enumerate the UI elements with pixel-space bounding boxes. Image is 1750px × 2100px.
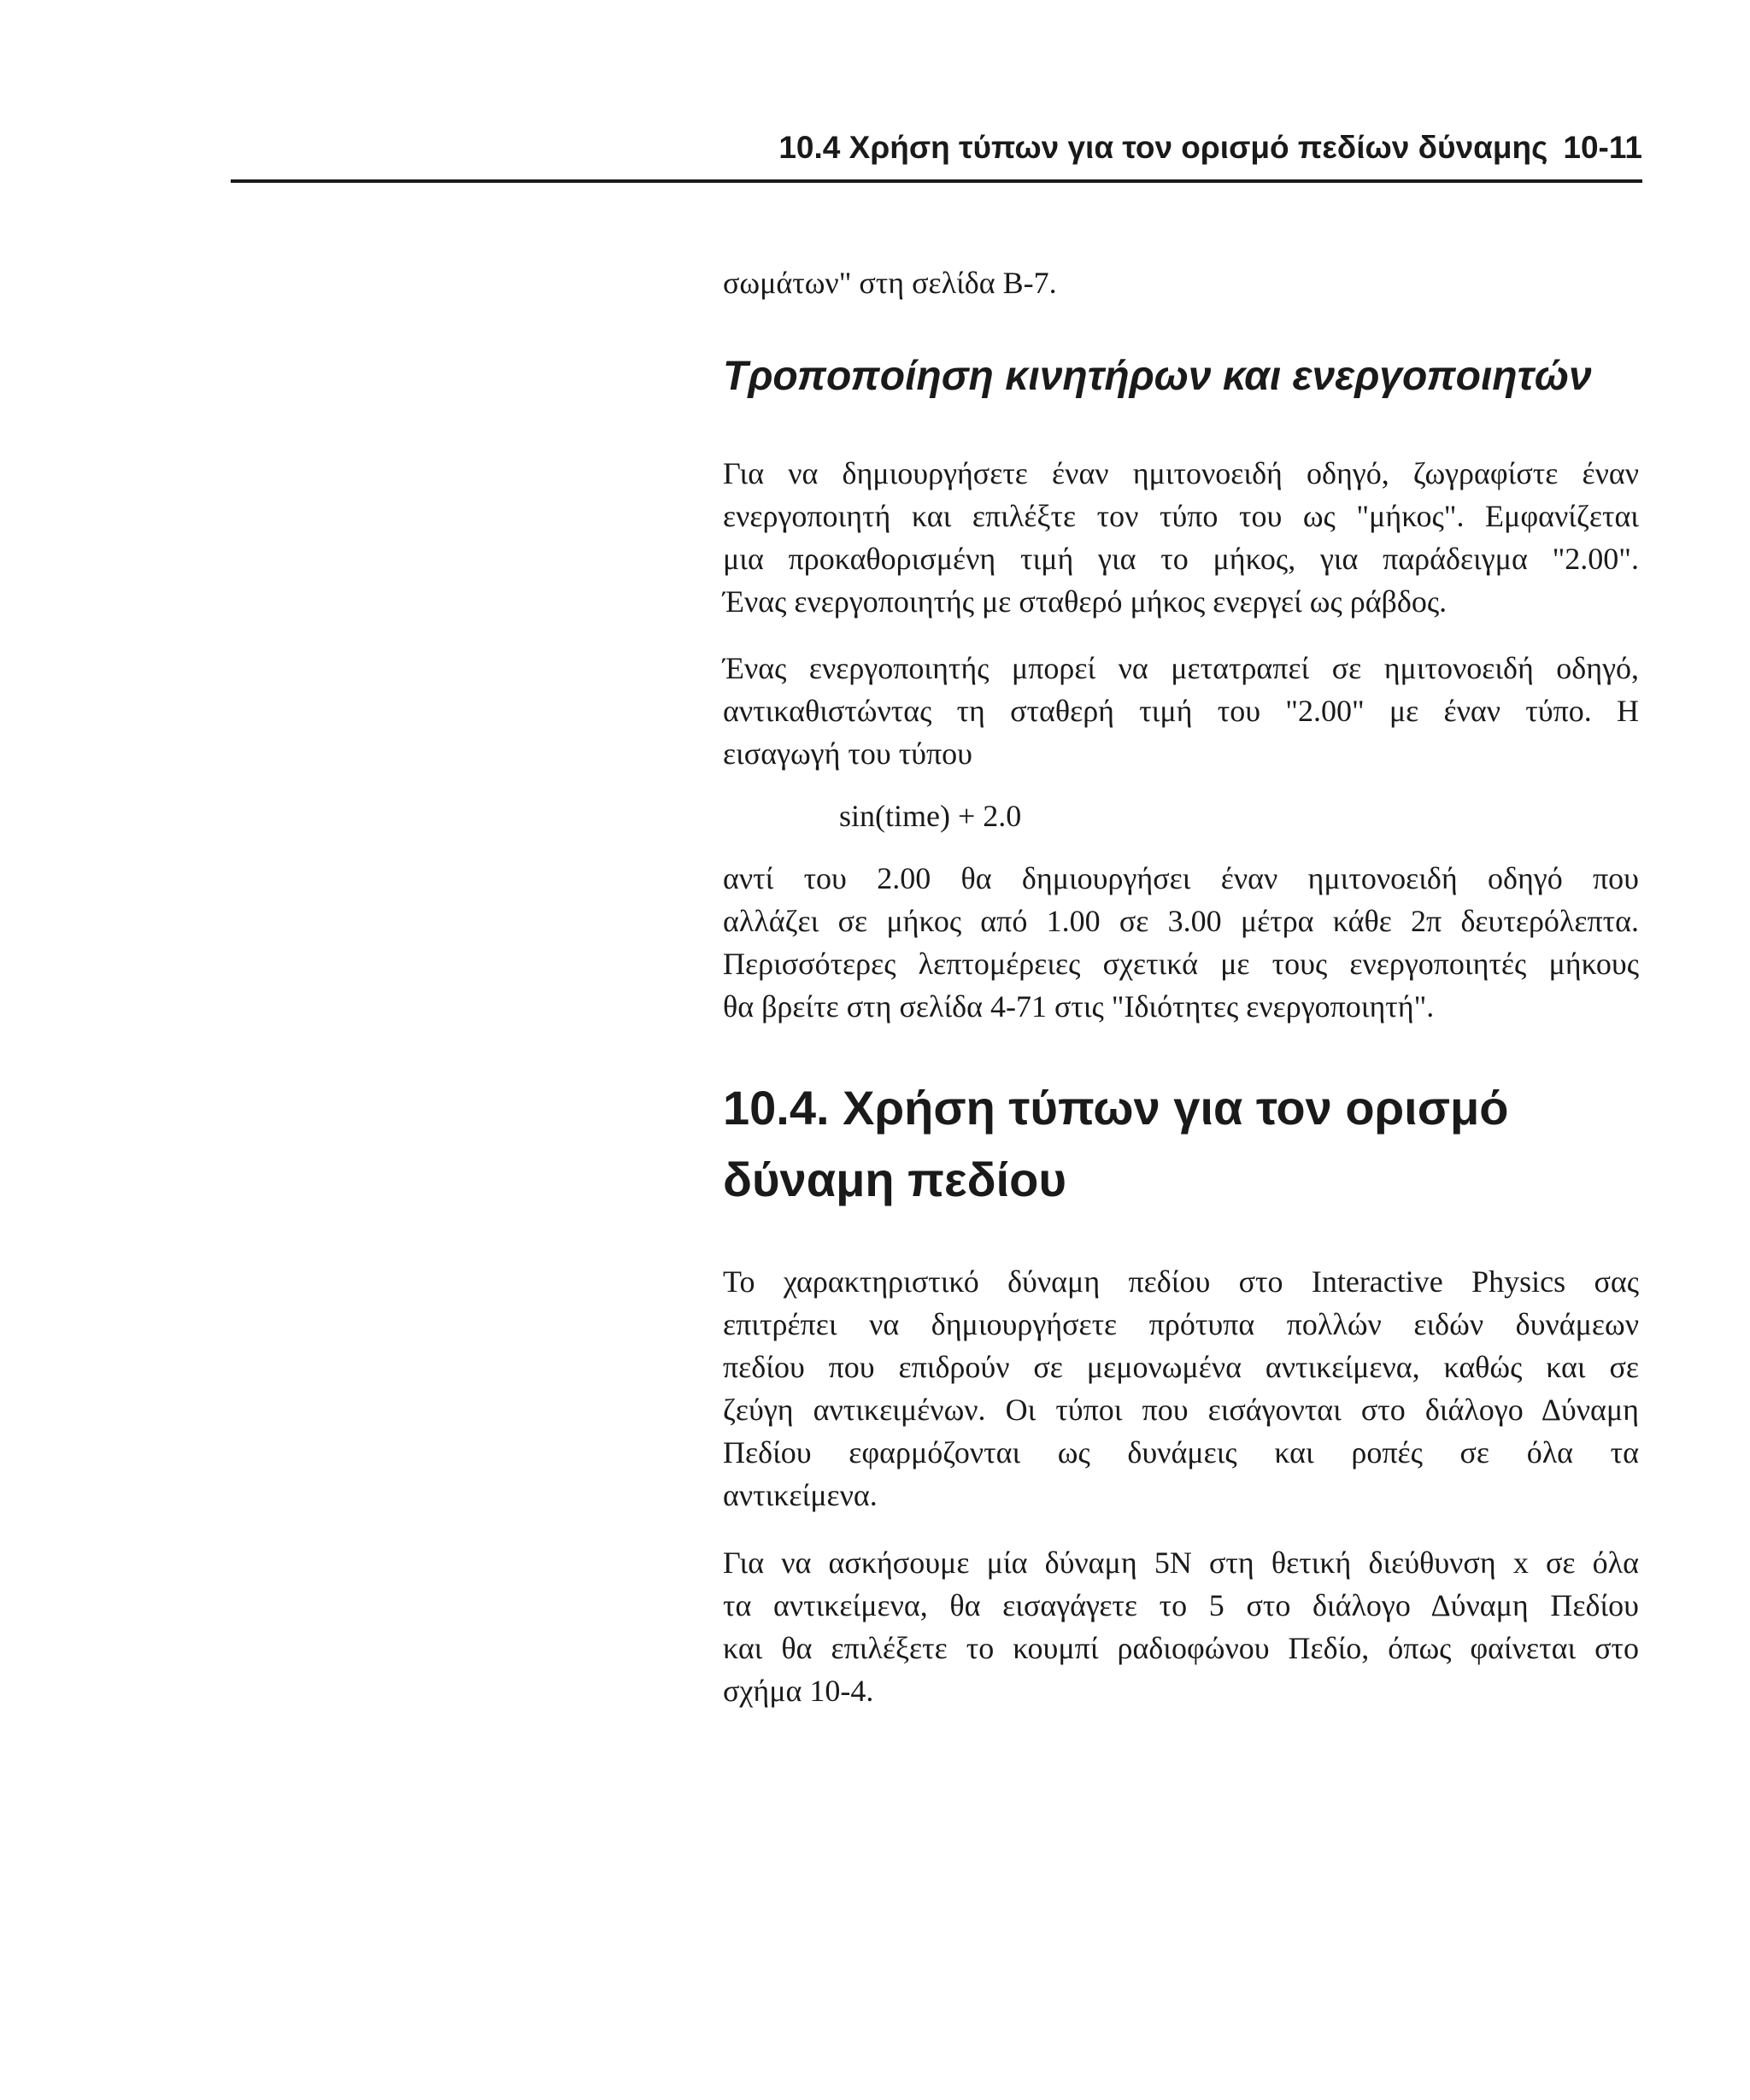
running-header bbox=[231, 125, 1642, 183]
text-line: Για να ασκήσουμε μία δύναμη 5N στη θετική διεύθυνση x σε όλα bbox=[723, 1546, 1639, 1580]
text-line: αντί του 2.00 θα δημιουργήσει έναν ημιτονοειδή οδηγό που bbox=[723, 861, 1639, 895]
page-number: 10-11 bbox=[1563, 130, 1642, 165]
subsection-paragraph-1 bbox=[723, 452, 1639, 623]
paragraph bbox=[723, 452, 1639, 623]
text-line: Περισσότερες λεπτομέρειες σχετικά με τους ενεργοποιητές μήκους bbox=[723, 947, 1639, 981]
section-title-line-2: δύναμη πεδίου bbox=[723, 1153, 1066, 1206]
intro-line: σωμάτων" στη σελίδα Β-7. bbox=[723, 266, 1057, 300]
subsection-paragraph-3 bbox=[723, 857, 1639, 1028]
intro-line-block bbox=[723, 261, 1639, 304]
subsection-title: Τροποποίηση κινητήρων και ενεργοποιητών bbox=[723, 354, 1592, 399]
text-line: σχήμα 10-4. bbox=[723, 1674, 874, 1708]
subsection-paragraph-2 bbox=[723, 647, 1639, 775]
text-line: και θα επιλέξετε το κουμπί ραδιοφώνου Πεδίο, όπως φαίνεται στο bbox=[723, 1631, 1639, 1665]
text-line: Το χαρακτηριστικό δύναμη πεδίου στο Interactive Physics σας bbox=[723, 1264, 1639, 1299]
text-line: εισαγωγή του τύπου bbox=[723, 736, 972, 771]
text-line: μια προκαθορισμένη τιμή για το μήκος, για παράδειγμα "2.00". bbox=[723, 542, 1639, 576]
paragraph bbox=[723, 857, 1639, 1028]
section-title-line-1: 10.4. Χρήση τύπων για τον ορισμό bbox=[723, 1081, 1509, 1135]
header-title: 10.4 Χρήση τύπων για τον ορισμό πεδίων δύναμης bbox=[778, 130, 1548, 165]
text-line: επιτρέπει να δημιουργήσετε πρότυπα πολλών ειδών δυνάμεων bbox=[723, 1307, 1639, 1341]
text-line: θα βρείτε στη σελίδα 4-71 στις "Ιδιότητες ενεργοποιητή". bbox=[723, 989, 1435, 1024]
text-line: Για να δημιουργήσετε έναν ημιτονοειδή οδηγό, ζωγραφίστε έναν bbox=[723, 456, 1639, 490]
paragraph bbox=[723, 1260, 1639, 1516]
text-line: Ένας ενεργοποιητής με σταθερό μήκος ενεργεί ως ράβδος. bbox=[723, 584, 1448, 619]
text-line: Πεδίου εφαρμόζονται ως δυνάμεις και ροπές σε όλα τα bbox=[723, 1435, 1639, 1469]
text-line: αλλάζει σε μήκος από 1.00 σε 3.00 μέτρα κάθε 2π δευτερόλεπτα. bbox=[723, 904, 1639, 938]
text-line: Ένας ενεργοποιητής μπορεί να μετατραπεί σε ημιτονοειδή οδηγό, bbox=[723, 651, 1639, 685]
text-line: πεδίου που επιδρούν σε μεμονωμένα αντικείμενα, καθώς και σε bbox=[723, 1350, 1639, 1384]
paragraph bbox=[723, 647, 1639, 775]
text-line: ζεύγη αντικειμένων. Οι τύποι που εισάγονται στο διάλογο Δύναμη bbox=[723, 1393, 1639, 1427]
text-line: αντικείμενα. bbox=[723, 1478, 878, 1512]
text-line: τα αντικείμενα, θα εισαγάγετε το 5 στο διάλογο Δύναμη Πεδίου bbox=[723, 1588, 1639, 1622]
text-line: ενεργοποιητή και επιλέξτε τον τύπο του ως "μήκος". Εμφανίζεται bbox=[723, 499, 1639, 533]
section-paragraph-2 bbox=[723, 1541, 1639, 1712]
formula: sin(time) + 2.0 bbox=[839, 799, 1022, 833]
text-line: αντικαθιστώντας τη σταθερή τιμή του "2.00" με έναν τύπο. Η bbox=[723, 694, 1639, 728]
paragraph bbox=[723, 1541, 1639, 1712]
section-paragraph-1 bbox=[723, 1260, 1639, 1516]
section-title bbox=[723, 1072, 1639, 1216]
